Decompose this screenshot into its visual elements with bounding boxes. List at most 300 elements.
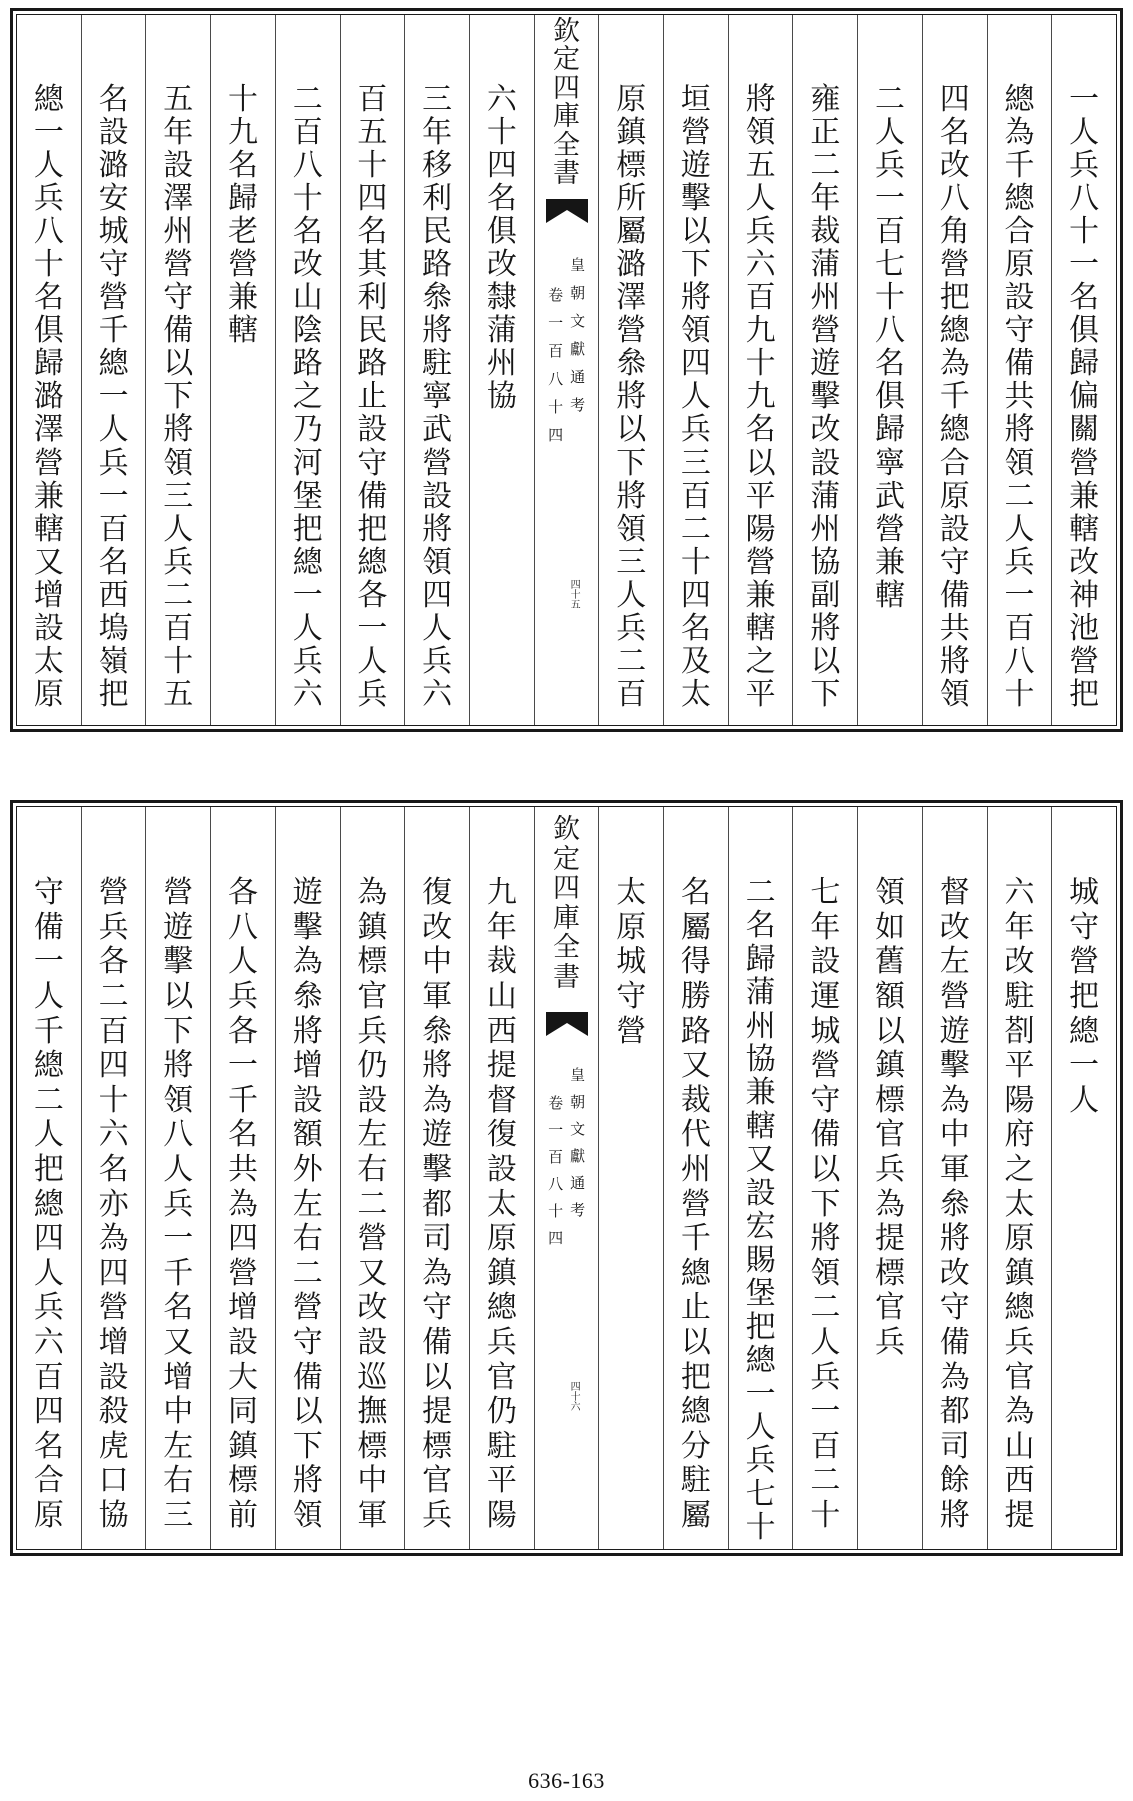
lower-half-page (10, 800, 1123, 1556)
glyph: 同 (228, 1394, 258, 1430)
glyph: 太 (680, 677, 711, 713)
glyph: 為 (939, 346, 970, 382)
glyph: 設 (228, 1325, 258, 1361)
glyph: 軍 (422, 979, 453, 1015)
glyph: 通 (570, 367, 586, 386)
glyph: 總 (680, 1255, 711, 1291)
glyph: 裁 (486, 944, 517, 980)
glyph: 百 (33, 1359, 64, 1395)
glyph: 九 (486, 875, 517, 911)
text-column (275, 15, 340, 725)
glyph: 如 (875, 909, 906, 945)
glyph: 官 (875, 1117, 906, 1153)
glyph: 設 (163, 147, 194, 183)
glyph: 以 (810, 1152, 841, 1188)
glyph: 總 (292, 544, 323, 580)
glyph: 兼 (1069, 478, 1100, 514)
glyph: 左 (357, 1117, 388, 1153)
glyph: 備 (292, 1359, 323, 1395)
glyph: 擊 (810, 379, 841, 415)
glyph: 十 (357, 147, 388, 183)
glyph: 千 (163, 1255, 194, 1291)
glyph: 之 (1004, 1152, 1035, 1188)
glyph: 設 (422, 478, 453, 514)
glyph: 偏 (1069, 379, 1100, 415)
glyph: 將 (422, 313, 453, 349)
glyph: 共 (939, 611, 970, 647)
glyph: 十 (810, 1497, 841, 1533)
glyph: 名 (680, 875, 711, 911)
glyph: 領 (745, 114, 776, 150)
glyph: 六 (486, 81, 517, 117)
glyph: 營 (163, 247, 194, 283)
glyph: 二 (292, 1255, 323, 1291)
glyph: 兵 (745, 213, 776, 249)
glyph: 把 (33, 1152, 64, 1188)
glyph: 總 (1004, 1290, 1035, 1326)
glyph: 百 (875, 213, 906, 249)
glyph: 中 (939, 1117, 970, 1153)
glyph: 外 (292, 1152, 323, 1188)
glyph: 兼 (228, 280, 258, 316)
text-column (145, 807, 210, 1549)
glyph: 全 (553, 129, 581, 161)
glyph: 八 (228, 909, 258, 945)
glyph: 左 (939, 944, 970, 980)
glyph: 州 (745, 1008, 776, 1044)
glyph: 六 (745, 247, 776, 283)
glyph: 改 (939, 147, 970, 183)
glyph: 八 (548, 1175, 564, 1193)
text-column (81, 807, 146, 1549)
glyph: 十 (680, 544, 711, 580)
glyph: 人 (810, 1325, 841, 1361)
text-column (728, 15, 793, 725)
glyph: 八 (548, 369, 564, 388)
glyph: 陽 (745, 511, 776, 547)
glyph: 名 (292, 213, 323, 249)
work-title (568, 251, 588, 419)
glyph: 三 (163, 1497, 194, 1533)
glyph: 一 (33, 944, 64, 980)
glyph: 十 (548, 1202, 564, 1220)
glyph: 人 (33, 979, 64, 1015)
glyph: 以 (163, 346, 194, 382)
glyph: 書 (553, 158, 581, 190)
glyph: 名 (1069, 280, 1100, 316)
glyph: 軍 (357, 1497, 388, 1533)
glyph: 定 (553, 44, 581, 76)
glyph: 角 (939, 213, 970, 249)
glyph: 百 (548, 1148, 564, 1166)
glyph: 一 (1069, 1048, 1100, 1084)
glyph: 陽 (486, 1497, 517, 1533)
work-title (568, 1062, 588, 1224)
glyph: 原 (939, 478, 970, 514)
glyph: 百 (810, 1428, 841, 1464)
glyph: 兵 (163, 1186, 194, 1222)
glyph: 備 (357, 478, 388, 514)
glyph: 俱 (33, 313, 64, 349)
glyph: 殺 (98, 1394, 129, 1430)
glyph: 將 (163, 1048, 194, 1084)
glyph: 民 (357, 313, 388, 349)
glyph: 潞 (98, 147, 129, 183)
glyph: 營 (163, 875, 194, 911)
glyph: 歸 (745, 941, 776, 977)
glyph: 屬 (680, 909, 711, 945)
glyph: 一 (228, 1048, 258, 1084)
glyph: 設 (33, 611, 64, 647)
glyph: 四 (33, 1394, 64, 1430)
glyph: 叅 (292, 979, 323, 1015)
glyph: 四 (570, 580, 581, 591)
glyph: 叅 (422, 1013, 453, 1049)
glyph: 年 (810, 180, 841, 216)
glyph: 將 (680, 280, 711, 316)
glyph: 十 (33, 247, 64, 283)
glyph: 將 (292, 1463, 323, 1499)
glyph: 隸 (486, 280, 517, 316)
glyph: 為 (228, 1186, 258, 1222)
glyph: 總 (939, 313, 970, 349)
glyph: 叅 (939, 1186, 970, 1222)
glyph: 又 (745, 1142, 776, 1178)
glyph: 四 (98, 1048, 129, 1084)
glyph: 八 (33, 213, 64, 249)
glyph: 三 (680, 445, 711, 481)
glyph: 官 (1004, 1359, 1035, 1395)
glyph: 千 (33, 1013, 64, 1049)
glyph: 左 (163, 1428, 194, 1464)
glyph: 營 (680, 1186, 711, 1222)
text-column (663, 15, 728, 725)
glyph: 備 (1004, 346, 1035, 382)
glyph: 兼 (33, 478, 64, 514)
glyph: 人 (422, 611, 453, 647)
glyph: 營 (422, 445, 453, 481)
glyph: 百 (1004, 611, 1035, 647)
glyph: 備 (939, 1325, 970, 1361)
glyph: 把 (1069, 979, 1100, 1015)
glyph: 改 (1004, 944, 1035, 980)
glyph: 山 (1004, 1428, 1035, 1464)
glyph: 增 (33, 577, 64, 613)
glyph: 四 (680, 346, 711, 382)
glyph: 塢 (98, 611, 129, 647)
glyph: 營 (875, 511, 906, 547)
glyph: 太 (1004, 1186, 1035, 1222)
glyph: 督 (486, 1082, 517, 1118)
glyph: 千 (1004, 147, 1035, 183)
glyph: 舊 (875, 944, 906, 980)
glyph: 二 (616, 644, 647, 680)
glyph: 正 (810, 114, 841, 150)
glyph: 改 (810, 412, 841, 448)
glyph: 把 (1069, 677, 1100, 713)
glyph: 標 (228, 1463, 258, 1499)
glyph: 二 (1004, 478, 1035, 514)
glyph: 關 (1069, 412, 1100, 448)
glyph: 名 (486, 180, 517, 216)
glyph: 原 (33, 677, 64, 713)
glyph: 都 (939, 1394, 970, 1430)
glyph: 卷 (548, 1094, 564, 1112)
glyph: 一 (163, 1221, 194, 1257)
glyph: 領 (616, 511, 647, 547)
glyph: 把 (98, 677, 129, 713)
glyph: 人 (1069, 114, 1100, 150)
glyph: 營 (357, 1221, 388, 1257)
text-column (210, 807, 275, 1549)
glyph: 守 (810, 1082, 841, 1118)
glyph: 原 (1004, 1221, 1035, 1257)
glyph: 以 (875, 1013, 906, 1049)
glyph: 民 (422, 213, 453, 249)
glyph: 二 (98, 979, 129, 1015)
text-column (145, 15, 210, 725)
glyph: 西 (486, 1013, 517, 1049)
glyph: 兵 (357, 677, 388, 713)
glyph: 五 (570, 600, 581, 611)
glyph: 遊 (810, 346, 841, 382)
glyph: 增 (292, 1048, 323, 1084)
glyph: 領 (680, 313, 711, 349)
glyph: 太 (616, 875, 647, 911)
glyph: 遊 (680, 147, 711, 183)
glyph: 人 (745, 1409, 776, 1445)
text-column (1051, 15, 1116, 725)
glyph: 擊 (422, 1152, 453, 1188)
text-column (922, 807, 987, 1549)
glyph: 三 (163, 478, 194, 514)
glyph: 山 (292, 280, 323, 316)
glyph: 二 (292, 81, 323, 117)
glyph: 裁 (680, 1082, 711, 1118)
glyph: 鎮 (357, 909, 388, 945)
glyph: 俱 (486, 213, 517, 249)
text-column (857, 807, 922, 1549)
glyph: 以 (422, 1359, 453, 1395)
glyph: 陽 (1004, 1082, 1035, 1118)
glyph: 歸 (1069, 346, 1100, 382)
glyph: 改 (292, 247, 323, 283)
glyph: 為 (1004, 114, 1035, 150)
glyph: 兵 (357, 1013, 388, 1049)
glyph: 領 (939, 677, 970, 713)
glyph: 兵 (98, 445, 129, 481)
glyph: 州 (486, 346, 517, 382)
leaf-number (569, 581, 583, 611)
glyph: 駐 (680, 1463, 711, 1499)
glyph: 一 (1069, 81, 1100, 117)
center-margin (534, 15, 599, 725)
glyph: 裁 (810, 213, 841, 249)
glyph: 兵 (616, 611, 647, 647)
glyph: 十 (486, 114, 517, 150)
glyph: 營 (810, 313, 841, 349)
glyph: 之 (292, 379, 323, 415)
glyph: 獻 (570, 339, 586, 358)
glyph: 老 (228, 213, 258, 249)
glyph: 兼 (745, 1075, 776, 1111)
glyph: 下 (680, 247, 711, 283)
glyph: 名 (680, 611, 711, 647)
glyph: 又 (163, 1325, 194, 1361)
glyph: 標 (616, 147, 647, 183)
glyph: 改 (939, 909, 970, 945)
glyph: 名 (98, 544, 129, 580)
glyph: 運 (810, 979, 841, 1015)
glyph: 太 (486, 1186, 517, 1222)
glyph: 左 (292, 1186, 323, 1222)
glyph: 四 (33, 1221, 64, 1257)
glyph: 官 (875, 1290, 906, 1326)
text-column (792, 807, 857, 1549)
glyph: 七 (875, 247, 906, 283)
glyph: 以 (680, 1325, 711, 1361)
glyph: 九 (745, 379, 776, 415)
glyph: 營 (33, 445, 64, 481)
glyph: 總 (357, 544, 388, 580)
glyph: 將 (745, 81, 776, 117)
glyph: 平 (1004, 1048, 1035, 1084)
glyph: 澤 (616, 280, 647, 316)
glyph: 把 (292, 511, 323, 547)
glyph: 將 (939, 1221, 970, 1257)
glyph: 百 (292, 114, 323, 150)
glyph: 兵 (875, 1152, 906, 1188)
glyph: 朝 (570, 1093, 586, 1111)
text-column (17, 15, 81, 725)
collection-title (535, 815, 599, 992)
glyph: 一 (1004, 577, 1035, 613)
glyph: 十 (570, 590, 581, 601)
glyph: 都 (422, 1186, 453, 1222)
glyph: 十 (570, 1392, 581, 1403)
glyph: 兵 (486, 1325, 517, 1361)
glyph: 守 (163, 280, 194, 316)
glyph: 督 (939, 875, 970, 911)
glyph: 增 (98, 1325, 129, 1361)
glyph: 駐 (486, 1428, 517, 1464)
glyph: 名 (98, 81, 129, 117)
glyph: 原 (1004, 247, 1035, 283)
glyph: 設 (745, 1175, 776, 1211)
glyph: 一 (33, 114, 64, 150)
glyph: 及 (680, 644, 711, 680)
glyph: 百 (357, 81, 388, 117)
glyph: 歸 (33, 346, 64, 382)
glyph: 標 (357, 1428, 388, 1464)
glyph: 設 (810, 445, 841, 481)
glyph: 人 (357, 644, 388, 680)
glyph: 五 (163, 81, 194, 117)
glyph: 人 (875, 114, 906, 150)
glyph: 卷 (548, 285, 564, 304)
glyph: 七 (810, 875, 841, 911)
glyph: 把 (939, 280, 970, 316)
glyph: 營 (1069, 944, 1100, 980)
glyph: 設 (357, 1325, 388, 1361)
glyph: 把 (680, 1359, 711, 1395)
glyph: 營 (939, 247, 970, 283)
glyph: 營 (98, 875, 129, 911)
glyph: 二 (810, 1290, 841, 1326)
glyph: 山 (486, 979, 517, 1015)
glyph: 又 (680, 1048, 711, 1084)
glyph: 二 (810, 147, 841, 183)
glyph: 一 (292, 577, 323, 613)
glyph: 六 (422, 677, 453, 713)
glyph: 人 (33, 1117, 64, 1153)
glyph: 將 (163, 412, 194, 448)
glyph: 十 (1069, 213, 1100, 249)
glyph: 五 (745, 147, 776, 183)
glyph: 屬 (616, 213, 647, 249)
glyph: 標 (875, 1082, 906, 1118)
glyph: 守 (1004, 313, 1035, 349)
glyph: 總 (486, 1290, 517, 1326)
glyph: 所 (616, 180, 647, 216)
glyph: 總 (33, 81, 64, 117)
glyph: 守 (939, 544, 970, 580)
text-column (340, 807, 405, 1549)
glyph: 復 (486, 1117, 517, 1153)
glyph: 為 (357, 875, 388, 911)
glyph: 將 (422, 1048, 453, 1084)
glyph: 名 (33, 1428, 64, 1464)
glyph: 剳 (1004, 1013, 1035, 1049)
glyph: 領 (163, 445, 194, 481)
glyph: 人 (745, 180, 776, 216)
text-column (598, 15, 663, 725)
glyph: 兵 (228, 979, 258, 1015)
glyph: 設 (939, 511, 970, 547)
glyph: 歸 (228, 180, 258, 216)
text-column (922, 15, 987, 725)
glyph: 寧 (422, 379, 453, 415)
glyph: 協 (745, 1041, 776, 1077)
glyph: 設 (810, 944, 841, 980)
glyph: 文 (570, 1120, 586, 1138)
glyph: 一 (548, 1121, 564, 1139)
glyph: 原 (33, 1497, 64, 1533)
glyph: 書 (553, 961, 581, 993)
text-column (210, 15, 275, 725)
glyph: 名 (939, 114, 970, 150)
glyph: 百 (745, 280, 776, 316)
fish-tail-mark (546, 199, 588, 223)
glyph: 下 (616, 445, 647, 481)
glyph: 城 (1069, 875, 1100, 911)
glyph: 州 (810, 511, 841, 547)
glyph: 擊 (163, 944, 194, 980)
glyph: 鎮 (486, 1255, 517, 1291)
glyph: 軍 (939, 1152, 970, 1188)
glyph: 下 (810, 1186, 841, 1222)
leaf-number (569, 1383, 583, 1413)
glyph: 神 (1069, 577, 1100, 613)
glyph: 五 (163, 677, 194, 713)
glyph: 勝 (680, 979, 711, 1015)
glyph: 前 (228, 1497, 258, 1533)
glyph: 代 (680, 1117, 711, 1153)
glyph: 改 (357, 1290, 388, 1326)
text-column (1051, 807, 1116, 1549)
glyph: 以 (292, 1394, 323, 1430)
glyph: 武 (875, 478, 906, 514)
